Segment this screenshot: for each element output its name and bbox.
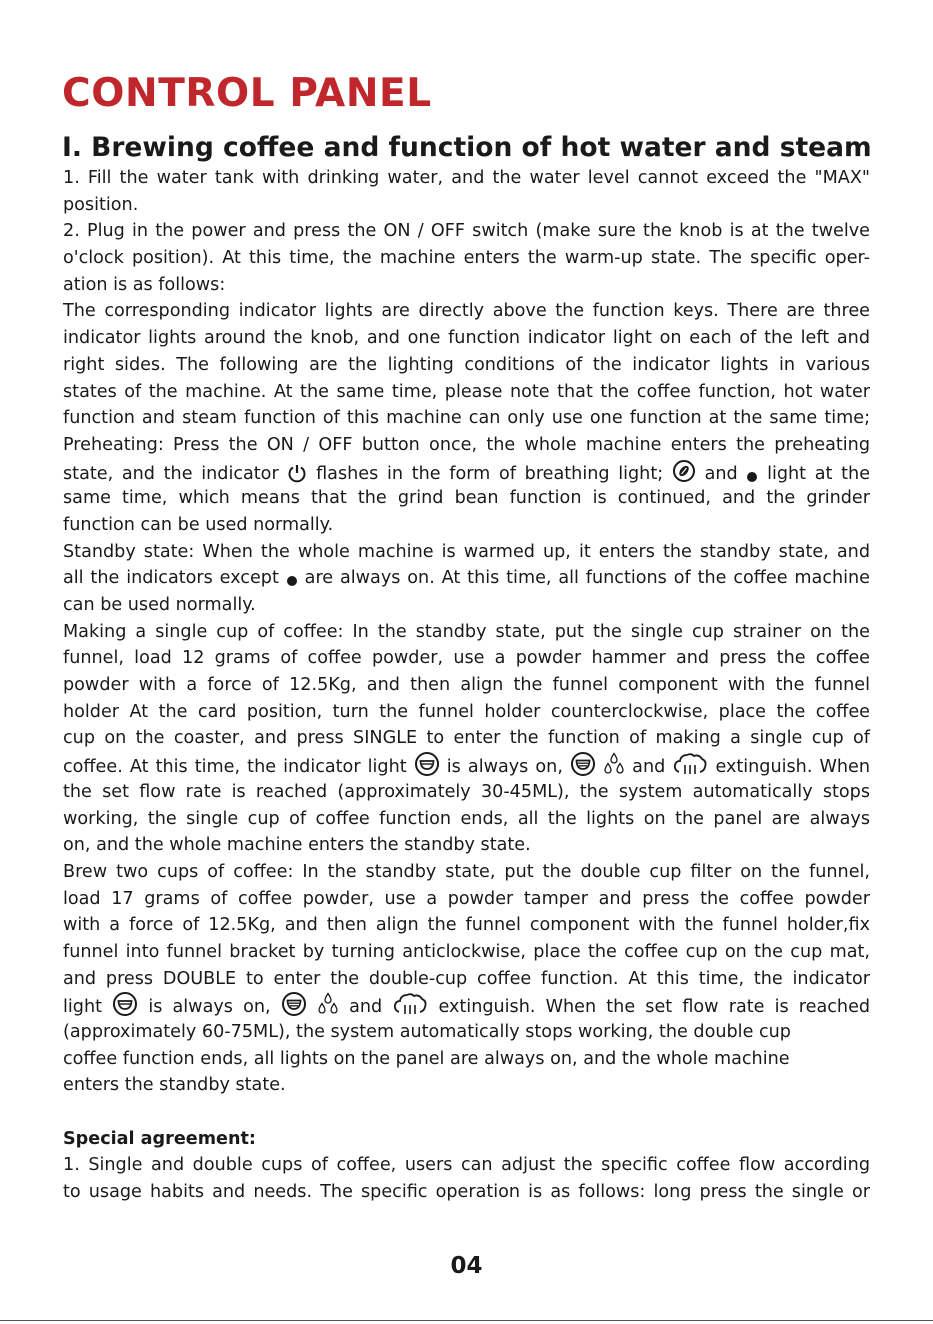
grind-bean-icon [672, 459, 696, 483]
text-line: right sides. The following are the lighting conditions of the indicator lights in various [63, 354, 870, 375]
text-line: funnel into funnel bracket by turning anticlockwise, place the coffee cup on the cup mat, [63, 941, 870, 962]
text-fragment: and [349, 997, 383, 1018]
water-drops-icon [603, 752, 625, 776]
double-cup-icon [570, 752, 596, 776]
text-line: the set flow rate is reached (approximately 30-45ML), the system automatically stops [63, 781, 870, 802]
text-line: states of the machine. At the same time, please note that the coffee function, hot water [63, 381, 870, 402]
text-fragment: is always on, [148, 997, 271, 1018]
single-cup-icon [414, 752, 440, 776]
text-line: function and steam function of this machine can only use one function at the same time; [63, 408, 870, 429]
text-line: Preheating: Press the ON / OFF button once, the whole machine enters the preheating [63, 434, 870, 455]
text-line: (approximately 60-75ML), the system automatically stops working, the double cup [63, 1022, 791, 1042]
text-line: load 17 grams of coffee powder, use a powder tamper and press the coffee powder [63, 888, 870, 909]
water-drops-icon [317, 992, 339, 1016]
text-line: holder At the card position, turn the funnel holder counterclockwise, place the coffee [63, 701, 870, 722]
text-fragment: state, and the indicator [63, 463, 279, 484]
text-fragment: light at the [767, 463, 871, 484]
text-line: o'clock position). At this time, the machine enters the warm-up state. The specific oper- [63, 248, 870, 269]
text-fragment: is always on, [446, 757, 563, 778]
bottom-divider [0, 1320, 933, 1321]
text-line-with-icons [63, 459, 870, 486]
power-icon [287, 463, 307, 483]
text-fragment: all the indicators except [63, 568, 279, 589]
text-line: ation is as follows: [63, 274, 226, 295]
text-fragment: light [63, 997, 102, 1018]
text-fragment: flashes in the form of breathing light; [316, 463, 664, 484]
paragraph-gap [63, 1099, 870, 1126]
page-title: CONTROL PANEL [62, 71, 432, 116]
text-fragment: and [632, 757, 666, 778]
text-line: same time, which means that the grind bean function is continued, and the grinder [63, 488, 870, 509]
text-line: 2. Plug in the power and press the ON / OFF switch (make sure the knob is at the twelve [63, 221, 870, 242]
text-line: Making a single cup of coffee: In the standby state, put the single cup strainer on the [63, 621, 870, 642]
text-line: cup on the coaster, and press SINGLE to enter the function of making a single cup of [63, 728, 870, 749]
text-line: Brew two cups of coffee: In the standby state, put the double cup filter on the funnel, [63, 861, 870, 882]
text-fragment: coffee. At this time, the indicator light [63, 757, 407, 778]
text-line: Standby state: When the whole machine is warmed up, it enters the standby state, and [63, 541, 870, 562]
text-line: enters the standby state. [63, 1075, 286, 1096]
section-heading: I. Brewing coffee and function of hot water and steam [62, 132, 872, 163]
special-agreement-heading: Special agreement: [63, 1128, 256, 1149]
text-line-with-icons [63, 565, 870, 592]
text-line: indicator lights around the knob, and one function indicator light on each of the left and [63, 328, 870, 349]
text-line: 1. Single and double cups of coffee, users can adjust the specific coffee flow according [63, 1155, 870, 1176]
text-line: working, the single cup of coffee function ends, all the lights on the panel are always [63, 808, 870, 829]
text-line: on, and the whole machine enters the standby state. [63, 835, 531, 856]
text-line: funnel, load 12 grams of coffee powder, use a powder hammer and press the coffee [63, 648, 870, 669]
text-line: position. [63, 194, 139, 215]
text-line: coffee function ends, all lights on the panel are always on, and the whole machine [63, 1048, 790, 1069]
text-line: powder with a force of 12.5Kg, and then align the funnel component with the funnel [63, 675, 870, 696]
text-line: The corresponding indicator lights are directly above the function keys. There are three [63, 301, 870, 322]
text-line: to usage habits and needs. The specific operation is as follows: long press the single or [63, 1182, 870, 1203]
single-cup-icon [112, 992, 138, 1016]
text-fragment: and [704, 463, 738, 484]
text-line: function can be used normally. [63, 514, 334, 535]
dot-indicator-icon [286, 575, 298, 587]
text-line: can be used normally. [63, 595, 256, 615]
dot-indicator-icon [746, 471, 758, 483]
text-line-with-icons [63, 752, 870, 779]
text-fragment: extinguish. When [715, 757, 871, 778]
text-line-with-icons [63, 992, 870, 1019]
double-cup-icon [281, 992, 307, 1016]
text-line: with a force of 12.5Kg, and then align the funnel component with the funnel holder,fix [63, 915, 870, 936]
text-line: 1. Fill the water tank with drinking water, and the water level cannot exceed the "MAX" [63, 168, 870, 188]
body-text [63, 165, 870, 1206]
text-fragment: extinguish. When the set flow rate is reached [438, 997, 871, 1018]
steam-icon [672, 752, 708, 776]
text-fragment: are always on. At this time, all functions of the coffee machine [304, 568, 871, 589]
page-number: 04 [450, 1253, 483, 1279]
text-line: and press DOUBLE to enter the double-cup coffee function. At this time, the indicator [63, 968, 870, 989]
steam-icon [392, 992, 428, 1016]
